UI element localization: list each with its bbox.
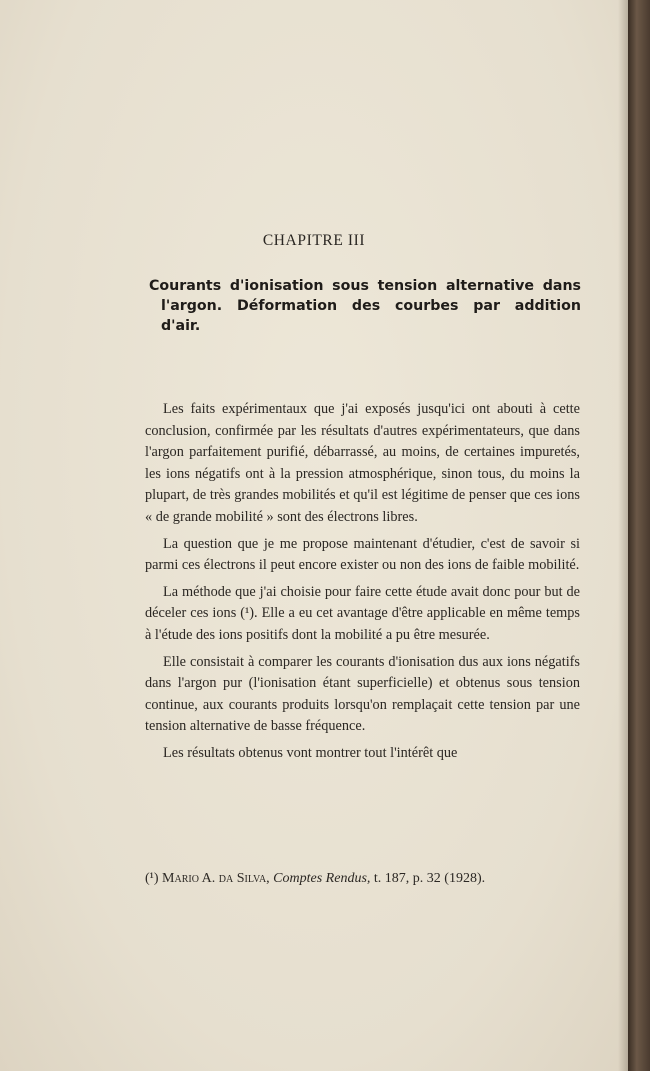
page-edge-shadow [618,0,628,1071]
paragraph: La méthode que j'ai choisie pour faire cette étude avait donc pour but de déceler ces ions (¹). Elle a eu cet avantage d'être applicable en même temps à l'étude des ions positifs dont la mobilité a pu être mesurée. [145,583,580,643]
footnote-reference: t. 187, p. 32 (1928). [373,871,486,886]
footnote-journal: Comptes Rendus, [273,871,371,886]
paragraph: La question que je me propose maintenant d'étudier, c'est de savoir si parmi ces électrons il peut encore exister ou non des ions de faible mobilité. [145,535,580,574]
chapter-title-line-2: l'argon. Déformation des courbes par addition [161,298,581,314]
chapter-heading: CHAPITRE III [262,232,366,249]
chapter-title [149,276,581,336]
footnote-author: Mario A. da Silva, [162,871,270,886]
body-text [145,399,580,770]
paragraph: Les faits expérimentaux que j'ai exposés jusqu'ici ont abouti à cette conclusion, confirmée par les résultats d'autres expérimentateurs, que dans l'argon parfaitement purifié, débarrassé, au moins, de certaines impuretés, les ions négatifs ont à la pression atmosphérique, sinon tous, du moins la plupart, de très grandes mobilités et qu'il est légitime de penser que ces ions « de grande mobilité » sont des électrons libres. [145,401,580,525]
paragraph: Elle consistait à comparer les courants d'ionisation dus aux ions négatifs dans l'argon pur (l'ionisation étant superficielle) et obtenus sous tension continue, aux courants produits lorsqu'on remplaçait cette tension par une tension alternative de basse fréquence. [145,653,580,735]
footnote [145,870,580,888]
footnote-marker: (¹) [145,871,159,886]
book-spine [628,0,650,1071]
chapter-title-line-1: Courants d'ionisation sous tension alternative dans [149,278,581,294]
chapter-title-line-3: d'air. [161,318,201,334]
paragraph: Les résultats obtenus vont montrer tout l'intérêt que [163,744,458,761]
